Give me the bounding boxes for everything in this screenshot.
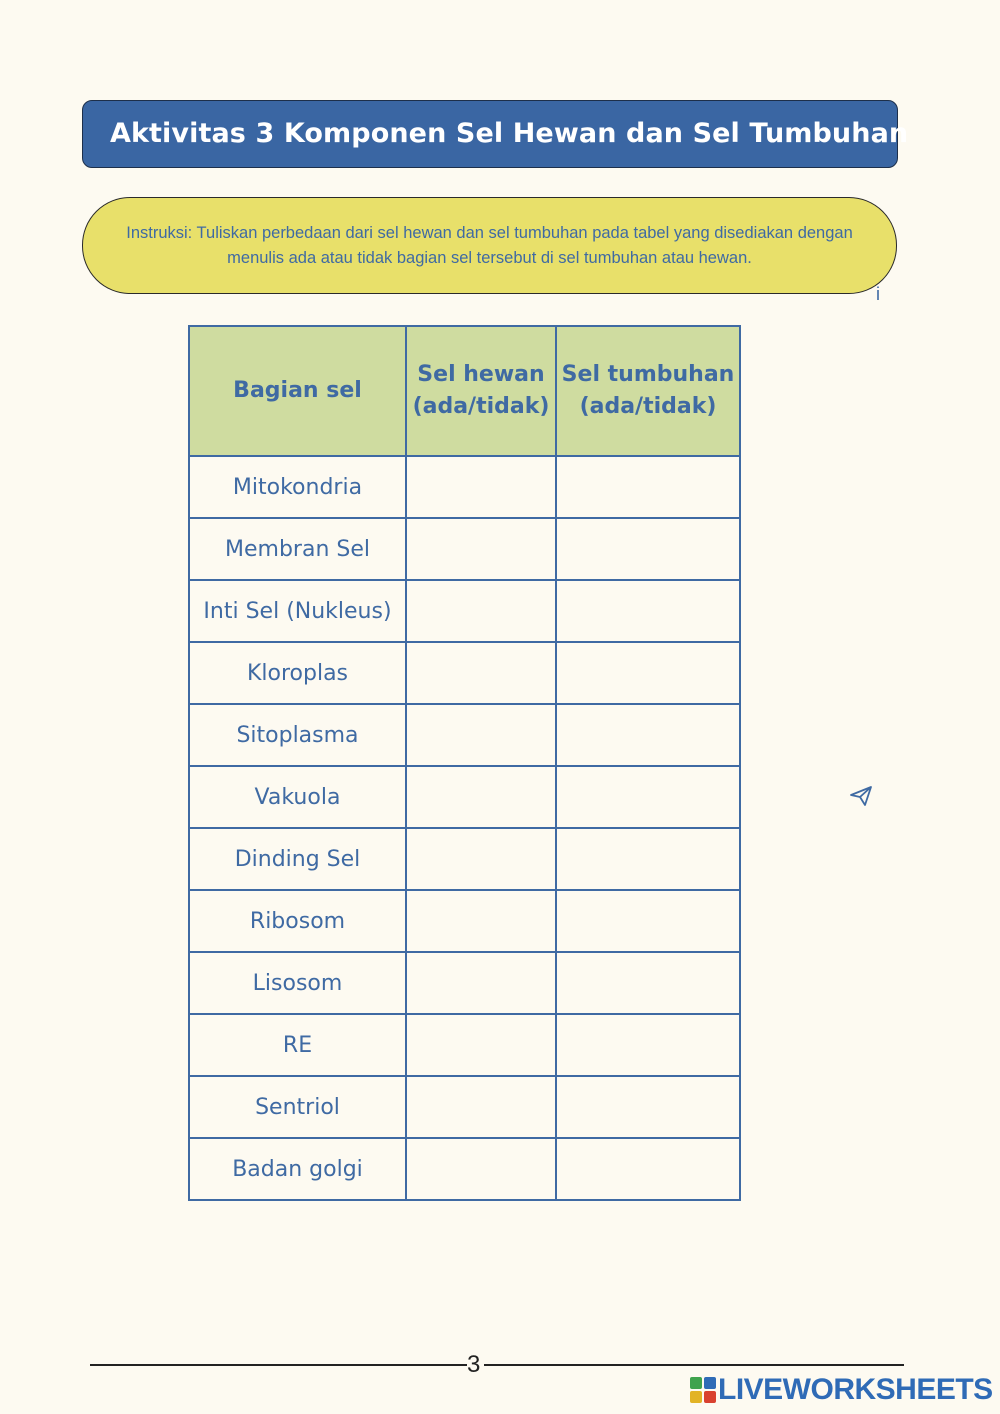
cell-part-name: RE [189,1014,406,1076]
table-row [189,456,740,518]
answer-cell-hewan[interactable] [406,890,556,952]
answer-cell-hewan[interactable] [406,580,556,642]
cell-part-name: Ribosom [189,890,406,952]
table-row [189,1014,740,1076]
answer-cell-tumbuhan[interactable] [556,828,740,890]
table-row [189,766,740,828]
answer-cell-hewan[interactable] [406,1014,556,1076]
answer-cell-hewan[interactable] [406,766,556,828]
instruction-box [82,197,897,294]
footer-divider-right [484,1364,904,1366]
answer-cell-tumbuhan[interactable] [556,518,740,580]
answer-cell-hewan[interactable] [406,456,556,518]
answer-cell-hewan[interactable] [406,518,556,580]
table-row [189,518,740,580]
cell-part-name: Mitokondria [189,456,406,518]
table-row [189,828,740,890]
answer-cell-tumbuhan[interactable] [556,704,740,766]
header-sel-tumbuhan: Sel tumbuhan (ada/tidak) [556,326,740,456]
answer-cell-hewan[interactable] [406,828,556,890]
activity-title: Aktivitas 3 Komponen Sel Hewan dan Sel Tumbuhan [110,118,909,149]
cell-part-name: Dinding Sel [189,828,406,890]
table-body [189,456,740,1200]
answer-cell-tumbuhan[interactable] [556,1138,740,1200]
answer-cell-tumbuhan[interactable] [556,1076,740,1138]
table-header-row [189,326,740,456]
liveworksheets-brand[interactable] [690,1372,993,1408]
footer-divider-left [90,1364,467,1366]
stray-mark: i [876,284,880,304]
table-row [189,890,740,952]
cell-part-name: Badan golgi [189,1138,406,1200]
cell-part-name: Membran Sel [189,518,406,580]
answer-cell-hewan[interactable] [406,704,556,766]
activity-title-bar [82,100,909,168]
answer-cell-tumbuhan[interactable] [556,456,740,518]
cell-part-name: Kloroplas [189,642,406,704]
answer-cell-hewan[interactable] [406,1076,556,1138]
table-row [189,704,740,766]
header-sel-hewan: Sel hewan (ada/tidak) [406,326,556,456]
answer-cell-hewan[interactable] [406,642,556,704]
answer-cell-tumbuhan[interactable] [556,952,740,1014]
answer-cell-hewan[interactable] [406,952,556,1014]
table-row [189,580,740,642]
cell-part-name: Sentriol [189,1076,406,1138]
answer-cell-tumbuhan[interactable] [556,1014,740,1076]
page-number: 3 [467,1351,481,1378]
answer-cell-hewan[interactable] [406,1138,556,1200]
brand-name: LIVEWORKSHEETS [718,1373,993,1406]
send-icon[interactable] [848,783,874,809]
answer-cell-tumbuhan[interactable] [556,766,740,828]
header-bagian-sel: Bagian sel [189,326,406,456]
cell-part-name: Sitoplasma [189,704,406,766]
cell-components-table [188,325,741,1201]
cell-part-name: Vakuola [189,766,406,828]
table-row [189,952,740,1014]
table-row [189,1138,740,1200]
cell-part-name: Lisosom [189,952,406,1014]
answer-cell-tumbuhan[interactable] [556,580,740,642]
table-row [189,1076,740,1138]
liveworksheets-logo-icon [690,1377,716,1403]
instruction-text: Instruksi: Tuliskan perbedaan dari sel hewan dan sel tumbuhan pada tabel yang disediakan dengan menulis ada atau tidak bagian sel tersebut di sel tumbuhan atau hewan. [126,223,853,267]
cell-part-name: Inti Sel (Nukleus) [189,580,406,642]
answer-cell-tumbuhan[interactable] [556,890,740,952]
answer-cell-tumbuhan[interactable] [556,642,740,704]
table-row [189,642,740,704]
